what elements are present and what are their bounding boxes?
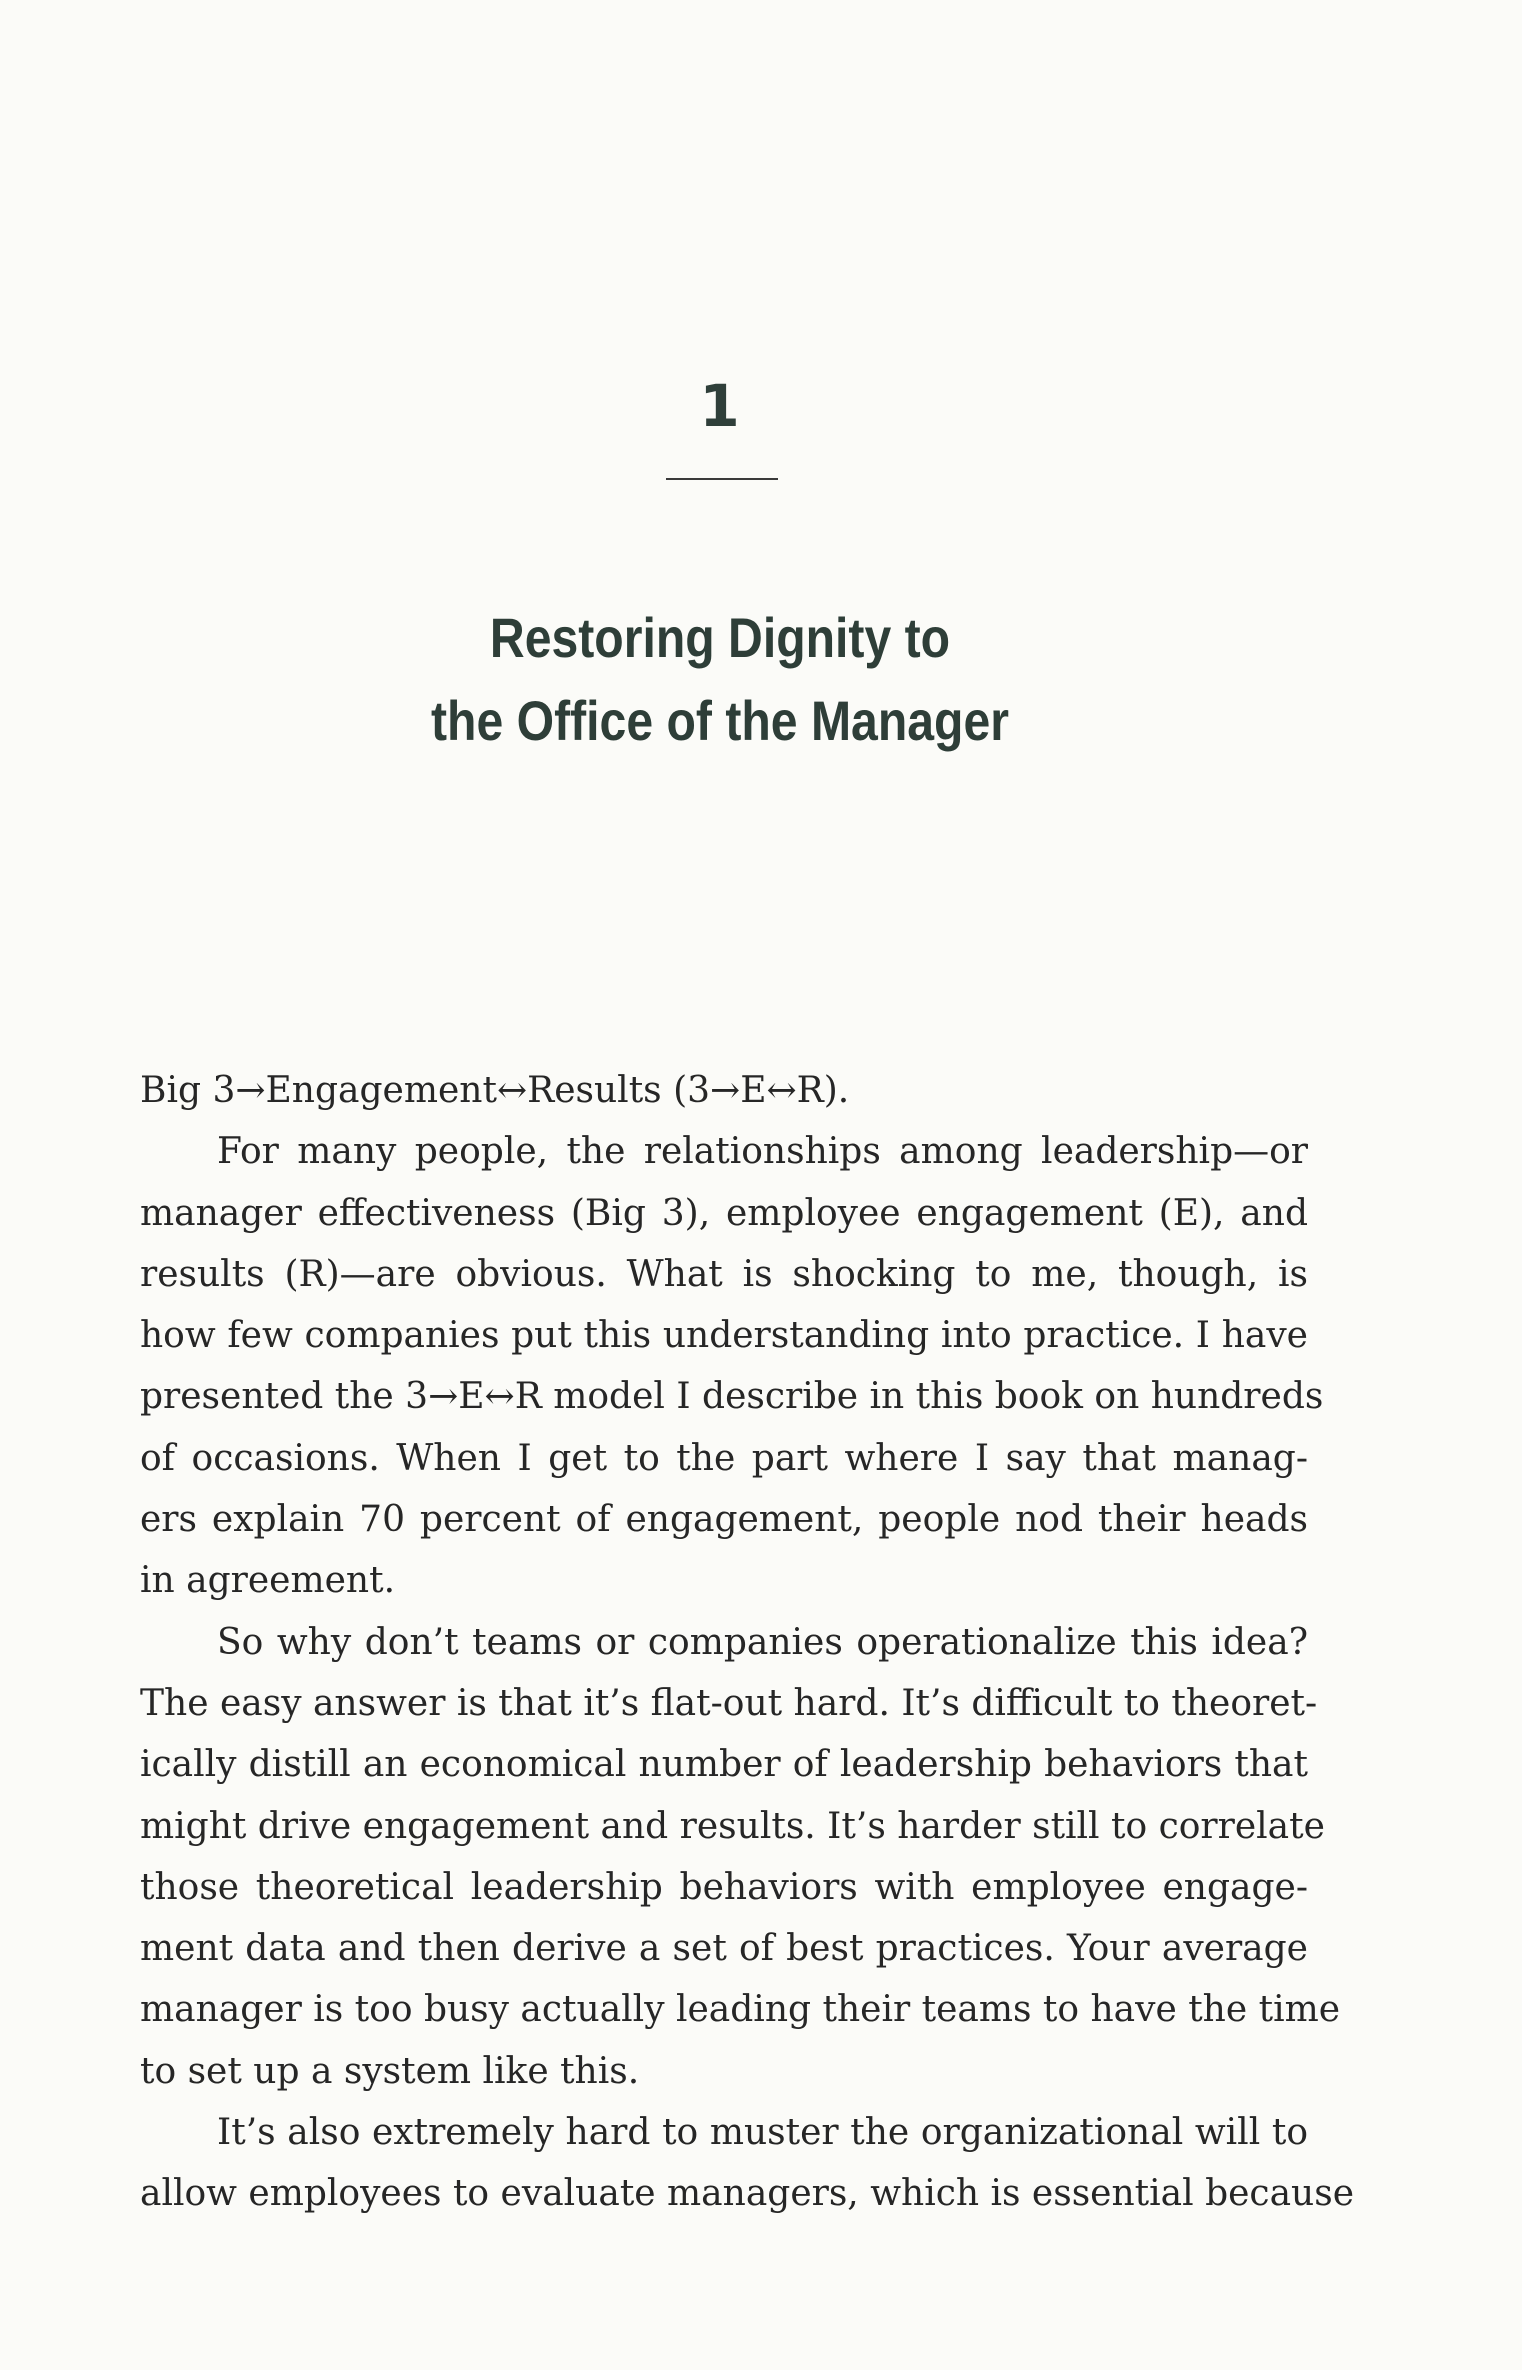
paragraph (140, 1121, 1324, 1611)
text-line: It’s also extremely hard to muster the organizational will to (217, 2112, 1308, 2154)
paragraph (140, 1060, 1308, 1121)
text-line: manager effectiveness (Big 3), employee engagement (E), and (140, 1192, 1308, 1234)
body-text (140, 1060, 1355, 2225)
text-line: ment data and then derive a set of best practices. Your average (140, 1928, 1308, 1970)
text-line: ers explain 70 percent of engagement, people nod their heads (140, 1499, 1308, 1541)
text-line: The easy answer is that it’s flat-out hard. It’s difficult to theoret- (140, 1682, 1318, 1724)
text-line: presented the 3→E↔R model I describe in this book on hundreds (140, 1376, 1324, 1418)
text-line: those theoretical leadership behaviors with employee engage- (140, 1866, 1308, 1908)
chapter-number-rule (666, 478, 778, 480)
paragraph (140, 2102, 1355, 2225)
chapter-title (101, 596, 1339, 762)
text-line: Big 3→Engagement↔Results (3→E↔R). (140, 1070, 850, 1111)
text-line: of occasions. When I get to the part where I say that manag- (140, 1437, 1308, 1479)
text-line: in agreement. (140, 1560, 396, 1602)
text-line: For many people, the relationships among leadership—or (217, 1131, 1308, 1173)
chapter-title-line-2: the Office of the Manager (430, 689, 1010, 752)
text-line: to set up a system like this. (140, 2050, 640, 2092)
text-line: results (R)—are obvious. What is shocking to me, though, is (140, 1253, 1308, 1295)
chapter-number: 1 (699, 372, 741, 440)
text-line: manager is too busy actually leading their teams to have the time (140, 1989, 1341, 2031)
chapter-title-line-1: Restoring Dignity to (489, 606, 951, 669)
text-line: ically distill an economical number of leadership behaviors that (140, 1744, 1308, 1786)
paragraph (140, 1612, 1341, 2102)
text-line: allow employees to evaluate managers, which is essential because (140, 2173, 1355, 2215)
text-line: how few companies put this understanding into practice. I have (140, 1315, 1308, 1357)
text-line: might drive engagement and results. It’s harder still to correlate (140, 1805, 1325, 1847)
text-line: So why don’t teams or companies operationalize this idea? (217, 1621, 1308, 1663)
